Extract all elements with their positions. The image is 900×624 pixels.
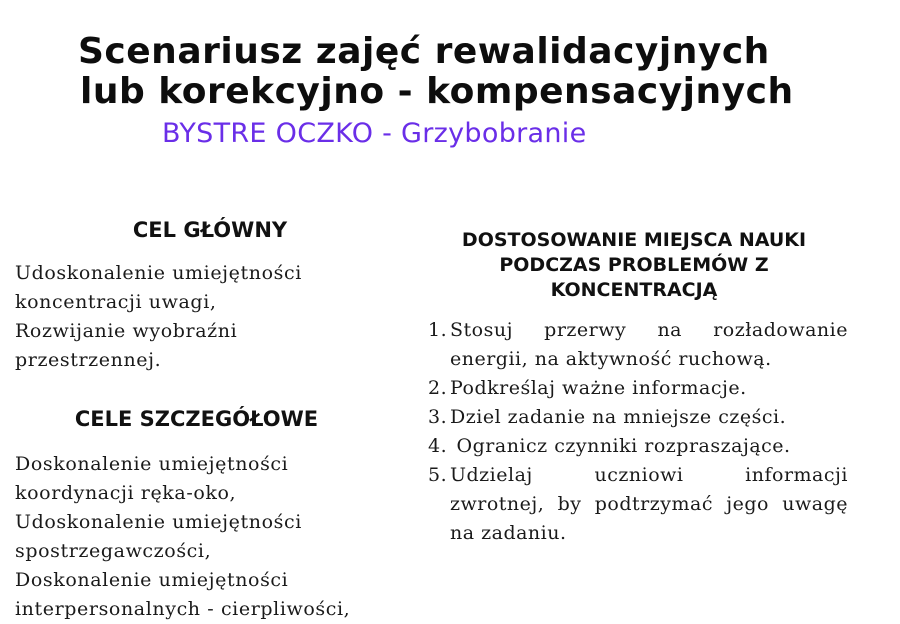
list-item-text-continued: na zadaniu. [450, 522, 567, 544]
list-item-text: Dziel zadanie na mniejsze części. [450, 406, 787, 428]
list-item [428, 316, 848, 374]
list-item [428, 432, 848, 461]
heading-cel-glowny: CEL GŁÓWNY [132, 218, 288, 242]
text-line: spostrzegawczości, [15, 540, 212, 562]
heading-line: KONCENTRACJĄ [550, 279, 718, 301]
list-item [428, 461, 848, 548]
heading-cele-szczegolowe: CELE SZCZEGÓŁOWE [74, 407, 319, 431]
text-line: Doskonalenie umiejętności [15, 453, 289, 475]
list-number: 5. [428, 464, 448, 486]
text-line: Doskonalenie umiejętności [15, 569, 289, 591]
list-item-text: Udzielaj uczniowi informacji [450, 464, 848, 486]
list-item-text-continued: energii, na aktywność ruchową. [450, 348, 772, 370]
list-item [428, 403, 848, 432]
list-number: 2. [428, 377, 448, 399]
list-number: 3. [428, 406, 448, 428]
subtitle: BYSTRE OCZKO - Grzybobranie [162, 118, 587, 149]
dostosowanie-list [428, 316, 848, 548]
list-item-text: Podkreślaj ważne informacje. [450, 377, 747, 399]
text-line: Udoskonalenie umiejętności [15, 511, 302, 533]
text-line: koncentracji uwagi, [15, 291, 217, 313]
cele-szczegolowe-text [15, 450, 350, 624]
heading-line: DOSTOSOWANIE MIEJSCA NAUKI [461, 229, 807, 251]
text-line: przestrzennej. [15, 349, 162, 371]
list-number: 1. [428, 319, 448, 341]
title-line-1: Scenariusz zajęć rewalidacyjnych [78, 31, 770, 72]
title-line-2: lub korekcyjno - kompensacyjnych [80, 71, 794, 112]
list-item-text: Ogranicz czynniki rozpraszające. [450, 435, 791, 457]
list-number: 4. [428, 435, 448, 457]
cel-glowny-text [15, 259, 302, 375]
list-item-text-continued: zwrotnej, by podtrzymać jego uwagę [450, 493, 848, 515]
text-line: interpersonalnych - cierpliwości, [15, 598, 351, 620]
heading-line: PODCZAS PROBLEMÓW Z [499, 254, 769, 276]
heading-dostosowanie [420, 228, 848, 303]
text-line: koordynacji ręka-oko, [15, 482, 237, 504]
text-line: Rozwijanie wyobraźni [15, 320, 238, 342]
list-item-text: Stosuj przerwy na rozładowanie [450, 319, 848, 341]
text-line: Udoskonalenie umiejętności [15, 262, 302, 284]
list-item [428, 374, 848, 403]
